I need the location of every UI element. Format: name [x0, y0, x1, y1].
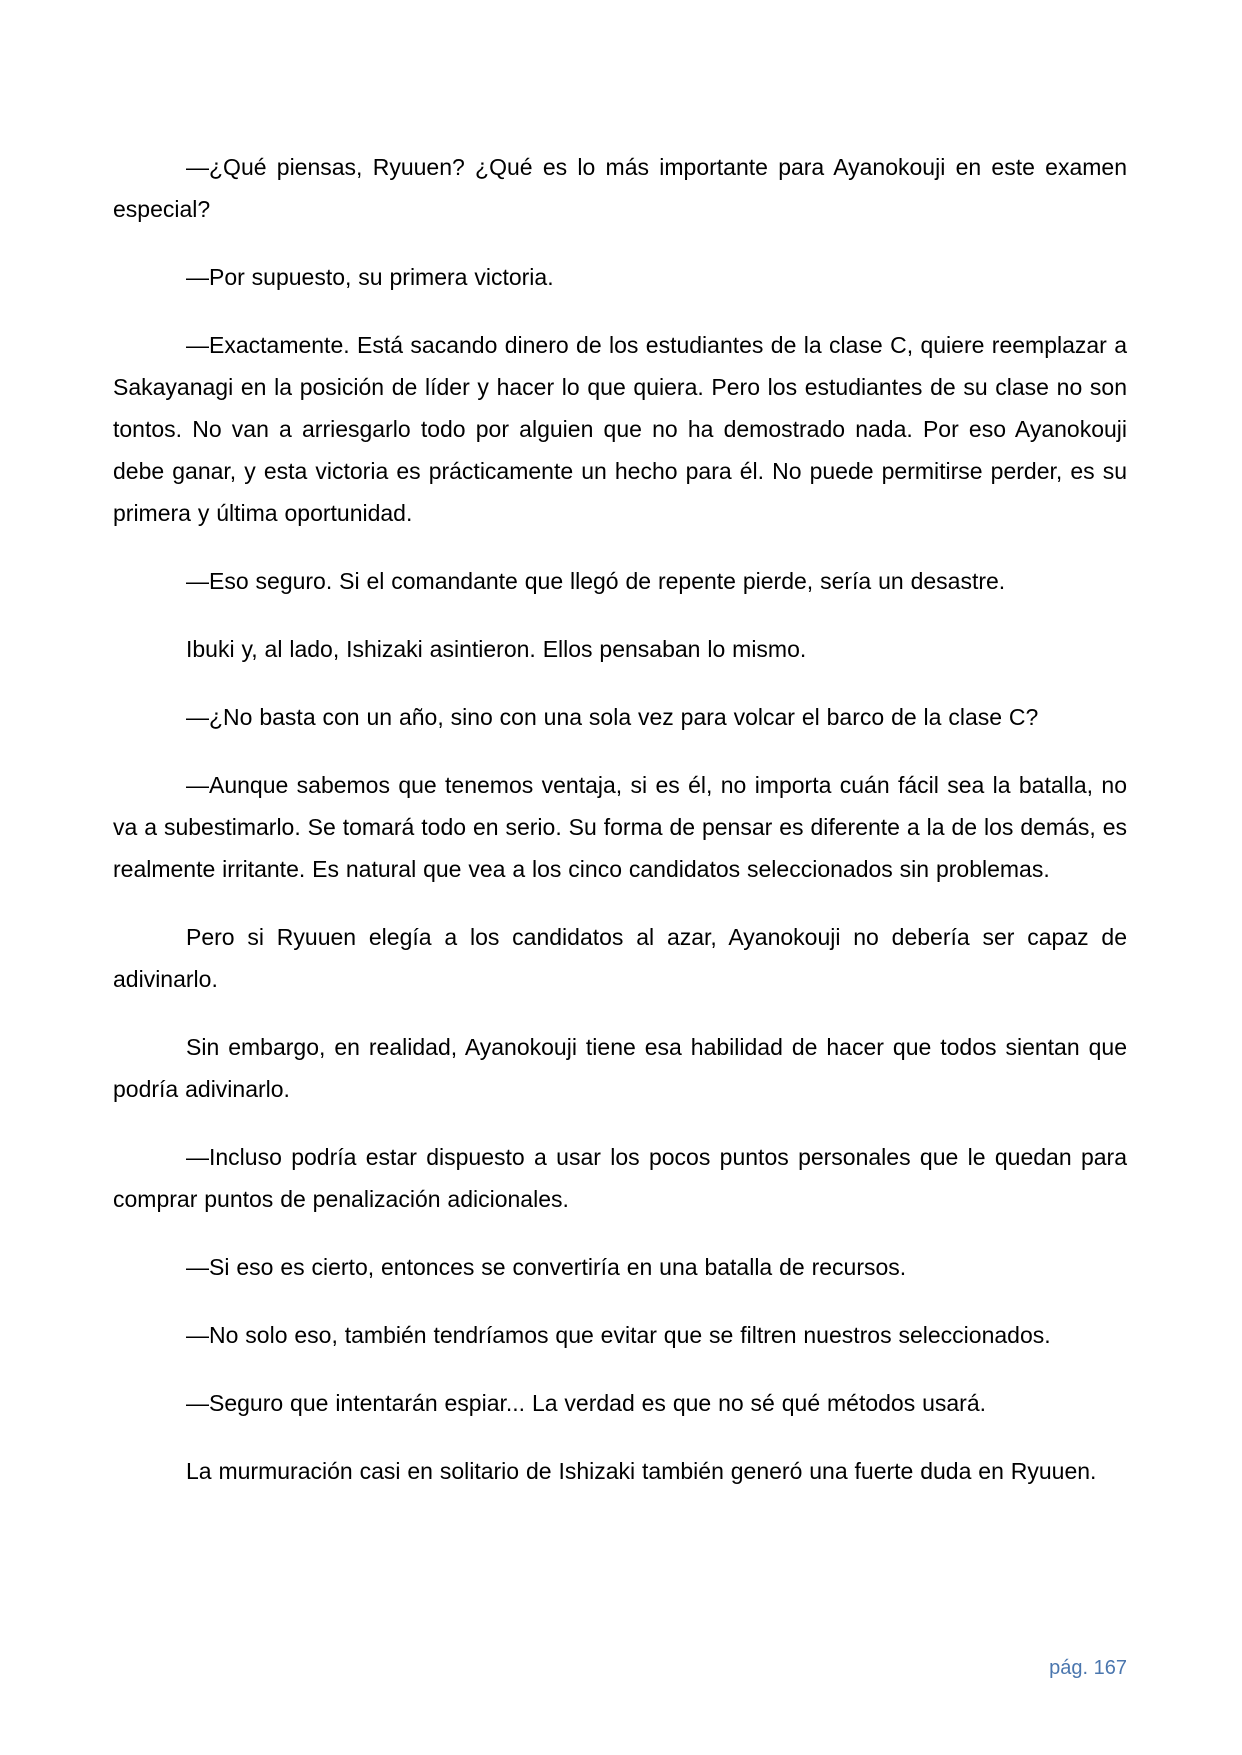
paragraph: Pero si Ryuuen elegía a los candidatos al azar, Ayanokouji no debería ser capaz de adivinarlo.: [113, 924, 1127, 992]
paragraph: —¿Qué piensas, Ryuuen? ¿Qué es lo más importante para Ayanokouji en este examen especial?: [113, 154, 1127, 222]
paragraph: —Exactamente. Está sacando dinero de los estudiantes de la clase C, quiere reemplazar a Sakayanagi en la posición de líder y hacer lo que quiera. Pero los estudiantes de su clase no son tontos. No van a arriesgarlo todo por alguien que no ha demostrado nada. Por eso Ayanokouji debe ganar, y esta victoria es prácticamente un hecho para él. No puede permitirse perder, es su primera y última oportunidad.: [113, 332, 1127, 526]
page-footer: [113, 1655, 1127, 1681]
page-number-label: pág. 167: [1049, 1657, 1127, 1679]
paragraph: —Eso seguro. Si el comandante que llegó de repente pierde, sería un desastre.: [186, 568, 1006, 594]
paragraph: —Si eso es cierto, entonces se convertiría en una batalla de recursos.: [186, 1254, 907, 1280]
paragraph: —Incluso podría estar dispuesto a usar los pocos puntos personales que le quedan para comprar puntos de penalización adicionales.: [113, 1144, 1127, 1212]
paragraph: La murmuración casi en solitario de Ishizaki también generó una fuerte duda en Ryuuen.: [186, 1458, 1097, 1484]
paragraph: Ibuki y, al lado, Ishizaki asintieron. Ellos pensaban lo mismo.: [186, 636, 807, 662]
paragraph: —Por supuesto, su primera victoria.: [186, 264, 554, 290]
paragraph: —Seguro que intentarán espiar... La verdad es que no sé qué métodos usará.: [186, 1390, 987, 1416]
paragraph: —No solo eso, también tendríamos que evitar que se filtren nuestros seleccionados.: [186, 1322, 1051, 1348]
document-body: [113, 146, 1127, 1518]
paragraph: Sin embargo, en realidad, Ayanokouji tiene esa habilidad de hacer que todos sientan que podría adivinarlo.: [113, 1034, 1127, 1102]
paragraph: —¿No basta con un año, sino con una sola vez para volcar el barco de la clase C?: [186, 704, 1039, 730]
paragraph: —Aunque sabemos que tenemos ventaja, si es él, no importa cuán fácil sea la batalla, no va a subestimarlo. Se tomará todo en serio. Su forma de pensar es diferente a la de los demás, es realmente irritante. Es natural que vea a los cinco candidatos seleccionados sin problemas.: [113, 772, 1127, 882]
